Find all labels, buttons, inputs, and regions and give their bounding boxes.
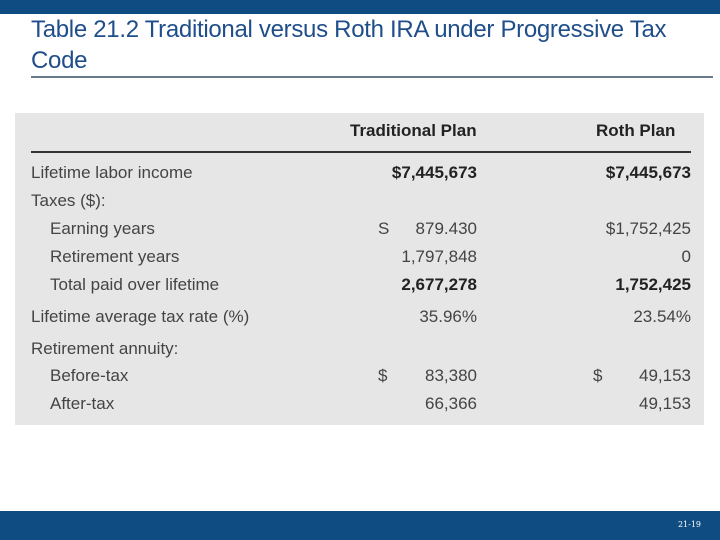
- currency-symbol-traditional: $: [378, 366, 388, 385]
- top-banner: [0, 0, 720, 14]
- row-label-earning-years: Earning years: [50, 219, 155, 238]
- page-number: 21-19: [677, 520, 701, 529]
- row-label-lifetime-labor-income: Lifetime labor income: [31, 163, 193, 182]
- currency-symbol-traditional: S: [378, 219, 390, 238]
- value-roth-retirement-years: 0: [681, 247, 691, 266]
- header-roth-plan: Roth Plan: [596, 121, 676, 140]
- value-roth-lifetime-labor-income: $7,445,673: [605, 163, 691, 182]
- slide-title: Table 21.2 Traditional versus Roth IRA under Progressive Tax Code: [31, 16, 667, 74]
- value-traditional-lifetime-labor-income: $7,445,673: [391, 163, 477, 182]
- value-roth-total-paid: 1,752,425: [615, 275, 691, 294]
- row-label-total-paid: Total paid over lifetime: [50, 275, 220, 294]
- row-label-retirement-years: Retirement years: [50, 247, 180, 266]
- value-roth-earning-years: $1,752,425: [605, 219, 691, 238]
- row-label-retirement-annuity: Retirement annuity:: [31, 339, 179, 358]
- value-roth-average-tax-rate: 23.54%: [633, 307, 691, 326]
- value-roth-after-tax: 49,153: [639, 394, 691, 413]
- currency-symbol-roth: $: [593, 366, 603, 385]
- title-divider: [31, 76, 713, 78]
- row-label-average-tax-rate: Lifetime average tax rate (%): [31, 307, 250, 326]
- header-divider: [31, 151, 691, 153]
- row-label-taxes: Taxes ($):: [31, 191, 106, 210]
- value-traditional-total-paid: 2,677,278: [401, 275, 477, 294]
- header-traditional-plan: Traditional Plan: [350, 121, 477, 140]
- row-label-before-tax: Before-tax: [50, 366, 129, 385]
- value-traditional-retirement-years: 1,797,848: [401, 247, 477, 266]
- value-traditional-average-tax-rate: 35.96%: [419, 307, 477, 326]
- value-roth-before-tax: 49,153: [639, 366, 691, 385]
- bottom-banner: [0, 511, 720, 540]
- value-traditional-after-tax: 66,366: [425, 394, 477, 413]
- value-traditional-earning-years: 879.430: [415, 219, 477, 238]
- value-traditional-before-tax: 83,380: [425, 366, 477, 385]
- row-label-after-tax: After-tax: [50, 394, 115, 413]
